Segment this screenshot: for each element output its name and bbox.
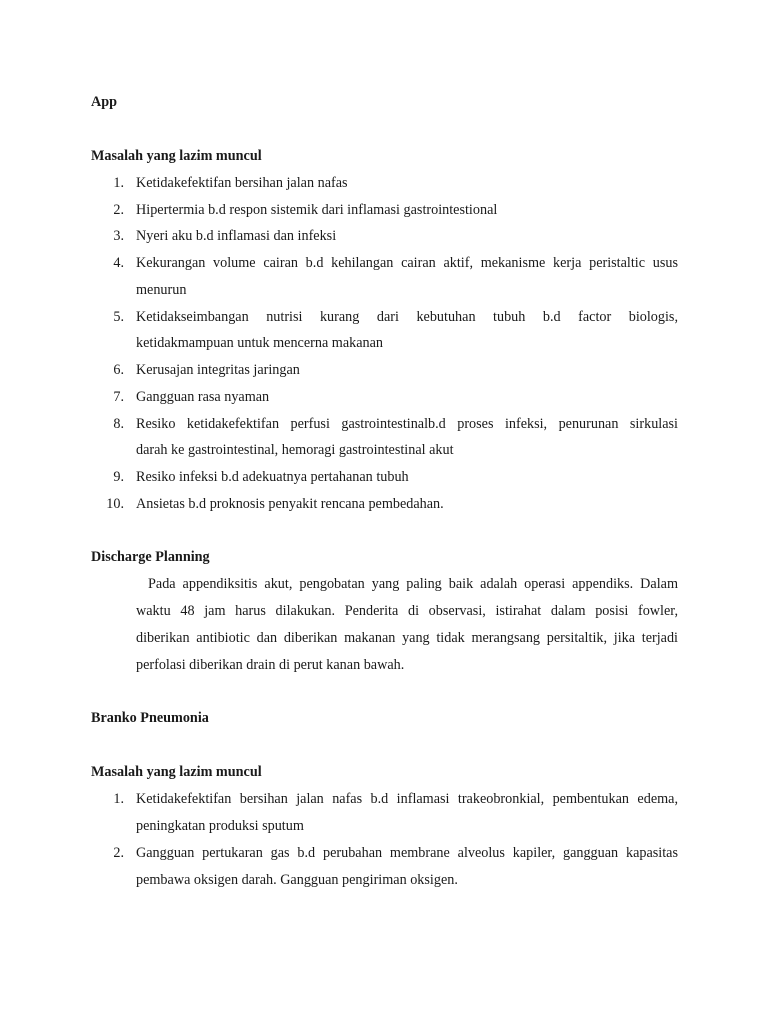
paragraph-line: diberikan antibiotic dan diberikan makanan yang tidak merangsang persitaltik, jika terjadi <box>136 630 678 646</box>
paragraph-line: waktu 48 jam harus dilakukan. Penderita di observasi, istirahat dalam posisi fowler, <box>136 603 678 619</box>
list-number: 8. <box>113 416 124 432</box>
list-text: Resiko ketidakefektifan perfusi gastrointestinalb.d proses infeksi, penurunan sirkulasi <box>136 416 678 432</box>
section-title-branko-pneumonia: Branko Pneumonia <box>91 710 209 726</box>
list-number: 3. <box>113 228 124 244</box>
list-text: menurun <box>136 282 187 298</box>
list-number: 10. <box>106 496 124 512</box>
list-text: Resiko infeksi b.d adekuatnya pertahanan tubuh <box>136 469 409 485</box>
list-text: ketidakmampuan untuk mencerna makanan <box>136 335 384 351</box>
list-text: Nyeri aku b.d inflamasi dan infeksi <box>136 228 337 244</box>
list-number: 4. <box>113 255 124 271</box>
list-text: Kerusajan integritas jaringan <box>136 362 300 378</box>
list-text: Ketidakefektifan bersihan jalan nafas <box>136 175 348 191</box>
list-text: darah ke gastrointestinal, hemoragi gastrointestinal akut <box>136 442 454 458</box>
list-text: peningkatan produksi sputum <box>136 818 304 834</box>
list-number: 6. <box>113 362 124 378</box>
subsection-title: Masalah yang lazim muncul <box>91 148 262 164</box>
subsection-title: Masalah yang lazim muncul <box>91 764 262 780</box>
list-text: Kekurangan volume cairan b.d kehilangan cairan aktif, mekanisme kerja peristaltic usus <box>136 255 678 271</box>
list-number: 9. <box>113 469 124 485</box>
list-number: 1. <box>113 175 124 191</box>
list-text: Gangguan pertukaran gas b.d perubahan membrane alveolus kapiler, gangguan kapasitas <box>136 845 678 861</box>
list-text: Gangguan rasa nyaman <box>136 389 270 405</box>
list-text: pembawa oksigen darah. Gangguan pengiriman oksigen. <box>136 872 458 888</box>
list-number: 2. <box>113 202 124 218</box>
section-title-discharge-planning: Discharge Planning <box>91 549 210 565</box>
list-number: 5. <box>113 309 124 325</box>
list-number: 2. <box>113 845 124 861</box>
list-text: Ketidakseimbangan nutrisi kurang dari kebutuhan tubuh b.d factor biologis, <box>136 309 678 325</box>
section-title-app: App <box>91 94 118 110</box>
list-number: 1. <box>113 791 124 807</box>
list-text: Ansietas b.d proknosis penyakit rencana pembedahan. <box>136 496 444 512</box>
paragraph-line: Pada appendiksitis akut, pengobatan yang paling baik adalah operasi appendiks. Dalam <box>148 576 678 592</box>
paragraph-line: perfolasi diberikan drain di perut kanan bawah. <box>136 657 405 673</box>
list-text: Ketidakefektifan bersihan jalan nafas b.d inflamasi trakeobronkial, pembentukan edema, <box>136 791 678 807</box>
list-number: 7. <box>113 389 124 405</box>
list-text: Hipertermia b.d respon sistemik dari inflamasi gastrointestional <box>136 202 498 218</box>
